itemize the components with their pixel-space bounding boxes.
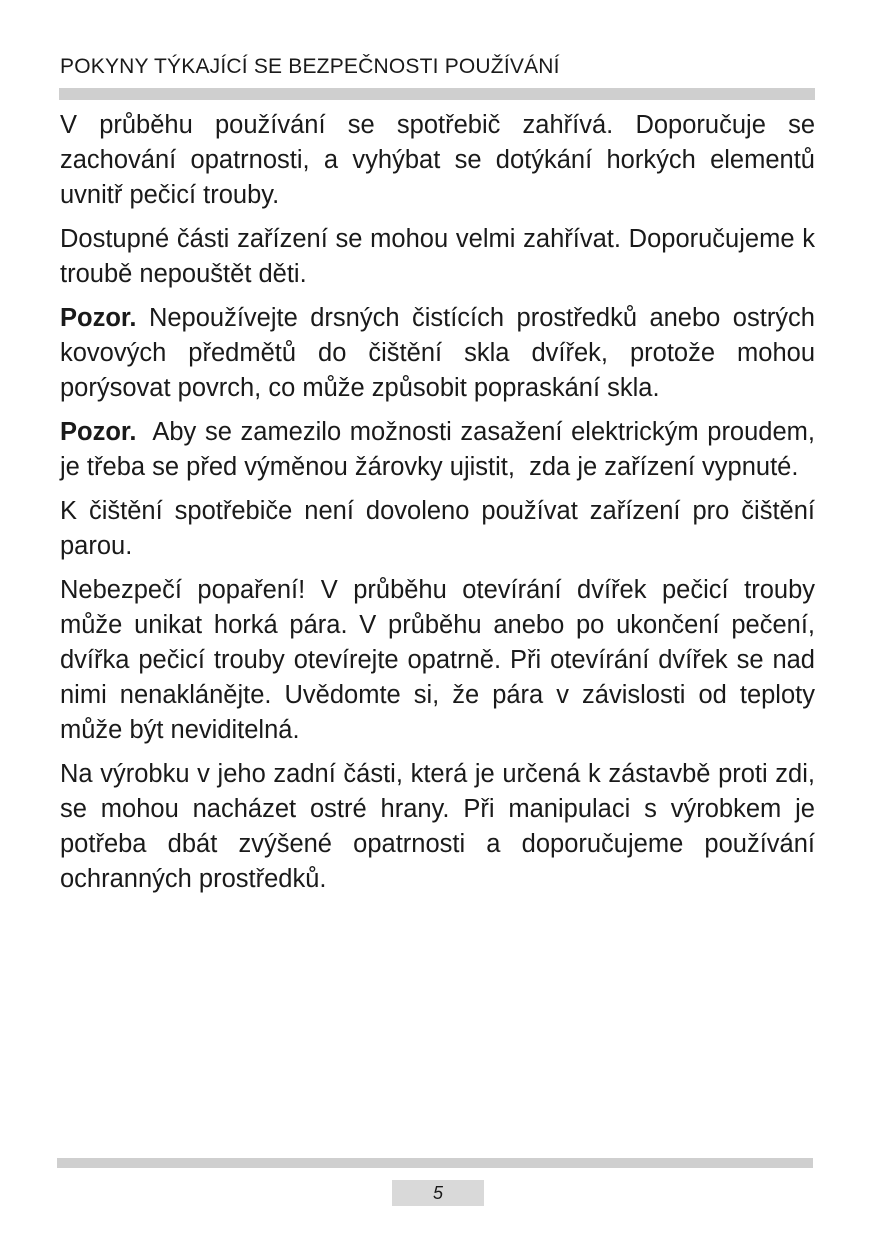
paragraph-text: Nepoužívejte drsných čistících prostředků anebo ostrých kovových předmětů do čištění skla dvířek, protože mohou porýsovat povrch, co může způsobit popraskání skla. xyxy=(60,304,815,402)
paragraph-electric-warning xyxy=(60,415,823,485)
header-divider xyxy=(59,88,815,100)
page-title: POKYNY TÝKAJÍCÍ SE BEZPEČNOSTI POUŽÍVÁNÍ xyxy=(60,55,560,78)
paragraph-text: Nebezpečí popaření! V průběhu otevírání dvířek pečicí trouby může unikat horká pára. V průběhu anebo po ukončení pečení, dvířka pečicí trouby otevírejte opatrně. Při otevírání dvířek se nad nimi nenaklánějte. Uvědomte si, že pára v závislosti od teploty může být neviditelná. xyxy=(60,576,815,744)
page-number: 5 xyxy=(392,1180,484,1206)
footer-divider xyxy=(57,1158,813,1168)
paragraph-cleaning-warning xyxy=(60,301,815,406)
safety-instructions xyxy=(60,108,823,906)
warning-label: Pozor. xyxy=(60,418,137,446)
warning-label: Pozor. xyxy=(60,304,137,332)
paragraph-accessible-parts xyxy=(60,222,815,292)
paragraph-text: K čištění spotřebiče není dovoleno používat zařízení pro čištění parou. xyxy=(60,497,815,560)
paragraph-text: Na výrobku v jeho zadní části, která je určená k zástavbě proti zdi, se mohou nacházet ostré hrany. Při manipulaci s výrobkem je potřeba dbát zvýšené opatrnosti a doporučujeme používání ochranných prostředků. xyxy=(60,760,815,893)
paragraph-text: Aby se zamezilo možnosti zasažení elektrickým proudem, je třeba se před výměnou žárovky ujistit, zda je zařízení vypnuté. xyxy=(60,418,823,481)
paragraph-sharp-edges xyxy=(60,757,815,897)
paragraph-scald-danger xyxy=(60,573,815,748)
paragraph-steam-cleaning xyxy=(60,494,815,564)
paragraph-heating xyxy=(60,108,815,213)
paragraph-text: V průběhu používání se spotřebič zahřívá. Doporučuje se zachování opatrnosti, a vyhýbat se dotýkání horkých elementů uvnitř pečicí trouby. xyxy=(60,111,815,209)
paragraph-text: Dostupné části zařízení se mohou velmi zahřívat. Doporučujeme k troubě nepouštět děti. xyxy=(60,225,815,288)
